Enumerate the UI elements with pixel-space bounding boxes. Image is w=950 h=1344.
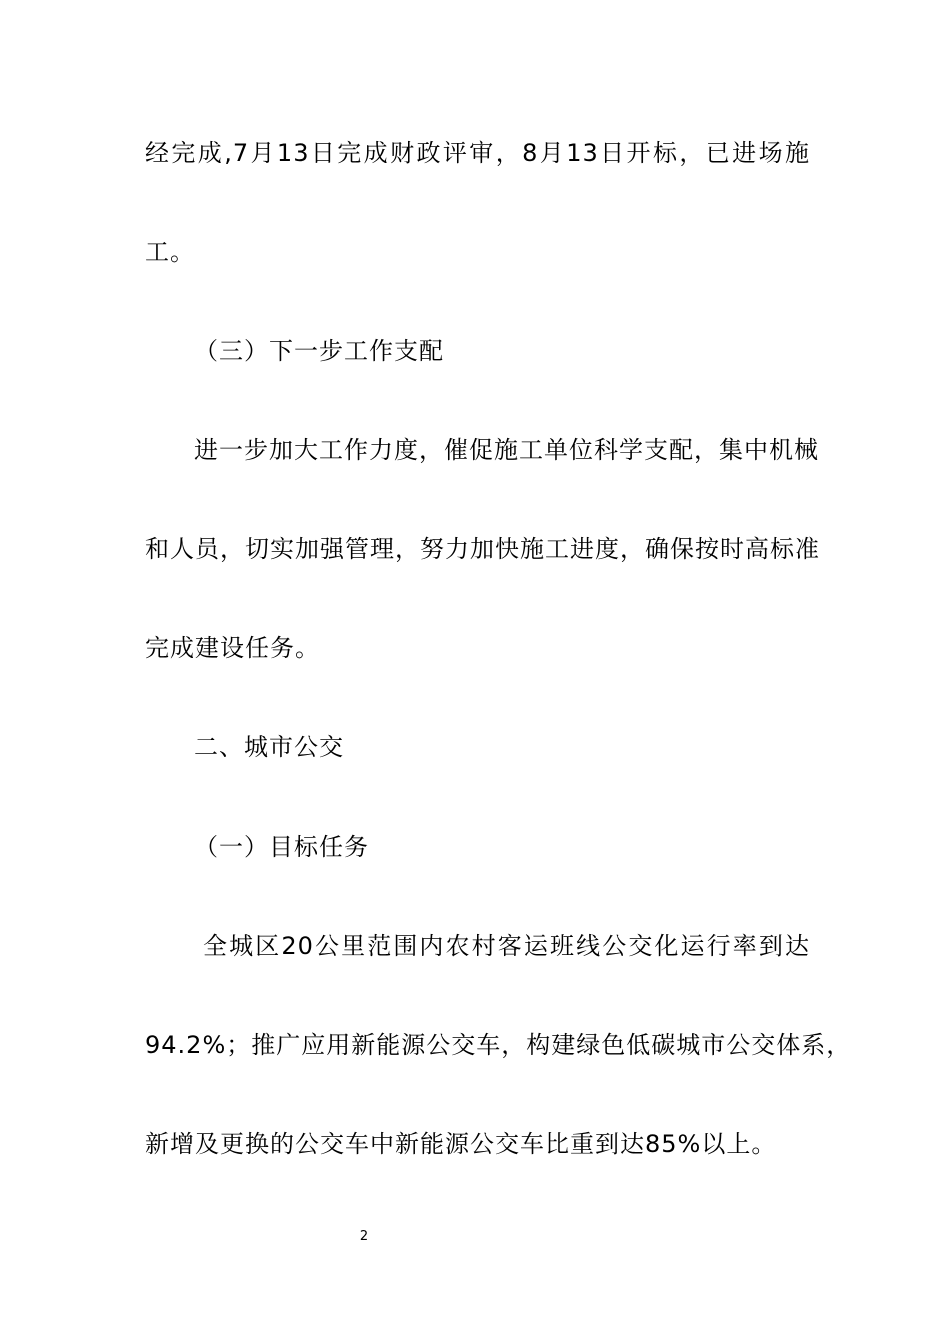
- section-heading: （三）下一步工作支配: [194, 337, 444, 365]
- body-text-line: 完成建设任务。: [145, 634, 320, 662]
- body-text-line: 经完成,7月13日完成财政评审，8月13日开标，已进场施: [145, 139, 810, 167]
- body-text-line: 新增及更换的公交车中新能源公交车比重到达85%以上。: [145, 1130, 777, 1158]
- body-text-line: 94.2%；推广应用新能源公交车，构建绿色低碳城市公交体系，: [145, 1031, 852, 1059]
- page-number: 2: [359, 1229, 369, 1244]
- section-heading: （一）目标任务: [194, 833, 369, 861]
- chapter-heading: 二、城市公交: [194, 733, 344, 761]
- body-text-line: 进一步加大工作力度，催促施工单位科学支配，集中机械: [194, 436, 819, 464]
- body-text-line: 工。: [145, 238, 195, 266]
- body-text-line: 全城区20公里范围内农村客运班线公交化运行率到达: [203, 932, 810, 960]
- body-text-line: 和人员，切实加强管理，努力加快施工进度，确保按时高标准: [145, 535, 820, 563]
